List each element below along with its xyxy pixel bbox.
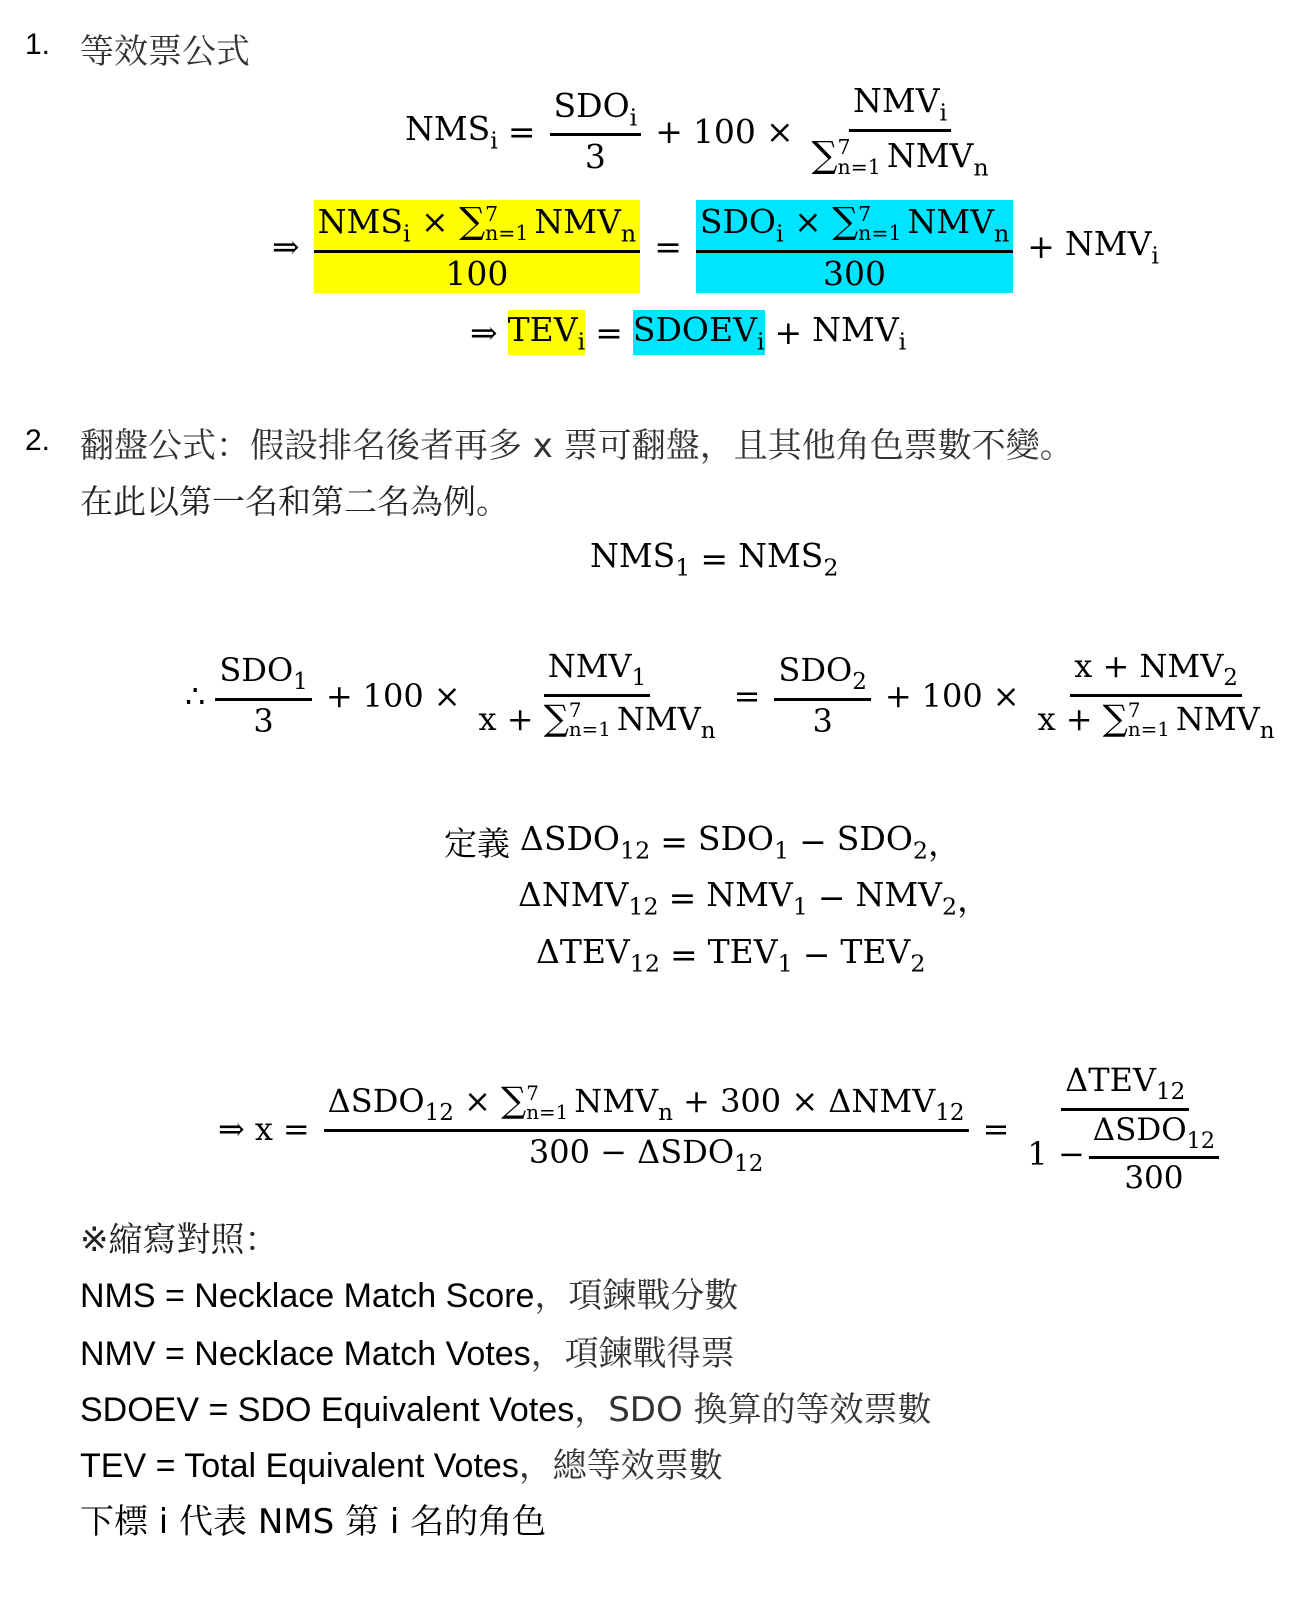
- definition-delta-tev: $\Delta TEV_{12}$ = $TEV_1$ − $TEV_2$: [536, 932, 926, 978]
- equation-nms-definition: $NMS_i$ = $\frac{SDO_i}{3}$ + 100 × $NMV_i$ ∑ 7 n=1 $NMV_n$: [405, 82, 997, 181]
- eq2-highlight-sdoev-fraction: $SDO_i$ × ∑ 7 n=1 $NMV_n$ 300: [696, 200, 1013, 293]
- eq3-highlight-tev: $TEV_i$: [507, 310, 586, 356]
- equation-tev-summary: ⇒ $TEV_i$ = $SDOEV_i$ + $NMV_i$: [470, 310, 907, 356]
- glossary-note: 下標 i 代表 NMS 第 i 名的角色: [80, 1502, 547, 1542]
- equation-flip-votes: ⇒ x = $\Delta SDO_{12}$ × ∑ 7 n=1 $NMV_n + 300 \times \Delta NMV_{12}$ $300 - \Delta SDO_{12}$ = $\Delta TEV_{12}$ 1 − $\frac{\Delta SDO_{12}}{300}$: [218, 1062, 1231, 1197]
- eq1-lhs: $NMS_i$: [405, 108, 498, 155]
- equation-flip-condition: ∴ $\frac{SDO_1}{3}$ + 100 × $NMV_1$ x + ∑ 7 n=1 $NMV_n$ = $\frac{SDO_2}{3}$ + 100 × $x + NMV_2$ x + ∑ 7 n=1 $NMV_n$: [185, 647, 1275, 744]
- eq2-highlight-tev-fraction: $NMS_i$ × ∑ 7 n=1 $NMV_n$ 100: [314, 200, 641, 293]
- glossary-item-nmv: NMV = Necklace Match Votes，項鍊戰得票: [80, 1334, 735, 1374]
- glossary-heading: ※縮寫對照：: [80, 1220, 279, 1260]
- equation-tev-derivation: ⇒ $NMS_i$ × ∑ 7 n=1 $NMV_n$ 100 = $SDO_i$ × ∑ 7 n=1 $NMV_n$ 300 + $NMV_i$: [272, 199, 1160, 293]
- glossary-item-tev: TEV = Total Equivalent Votes，總等效票數: [80, 1446, 723, 1486]
- eq1-fraction-nmv: $NMV_i$ ∑ 7 n=1 $NMV_n$: [811, 81, 989, 181]
- section-1-number: 1.: [25, 28, 51, 61]
- section-2-title: 翻盤公式：假設排名後者再多 x 票可翻盤，且其他角色票數不變。: [80, 426, 1074, 466]
- glossary-item-nms: NMS = Necklace Match Score，項鍊戰分數: [80, 1276, 739, 1316]
- definition-delta-nmv: $\Delta NMV_{12}$ = $NMV_1$ − $NMV_2$ ，: [518, 874, 991, 921]
- eq3-highlight-sdoev: $SDOEV_i$: [632, 310, 765, 356]
- section-2-number: 2.: [25, 424, 51, 457]
- section-2-line2: 在此以第一名和第二名為例。: [80, 482, 509, 521]
- definition-delta-sdo: 定義 $\Delta SDO_{12}$ = $SDO_1$ − $SDO_2$ ，: [444, 818, 961, 865]
- glossary-item-sdoev: SDOEV = SDO Equivalent Votes，SDO 換算的等效票數: [80, 1390, 932, 1430]
- equation-nms-equal: $NMS_1$ = $NMS_2$: [590, 536, 839, 582]
- eq1-fraction-sdo: $\frac{SDO_i}{3}$: [550, 87, 642, 177]
- section-1-title: 等效票公式: [80, 32, 250, 72]
